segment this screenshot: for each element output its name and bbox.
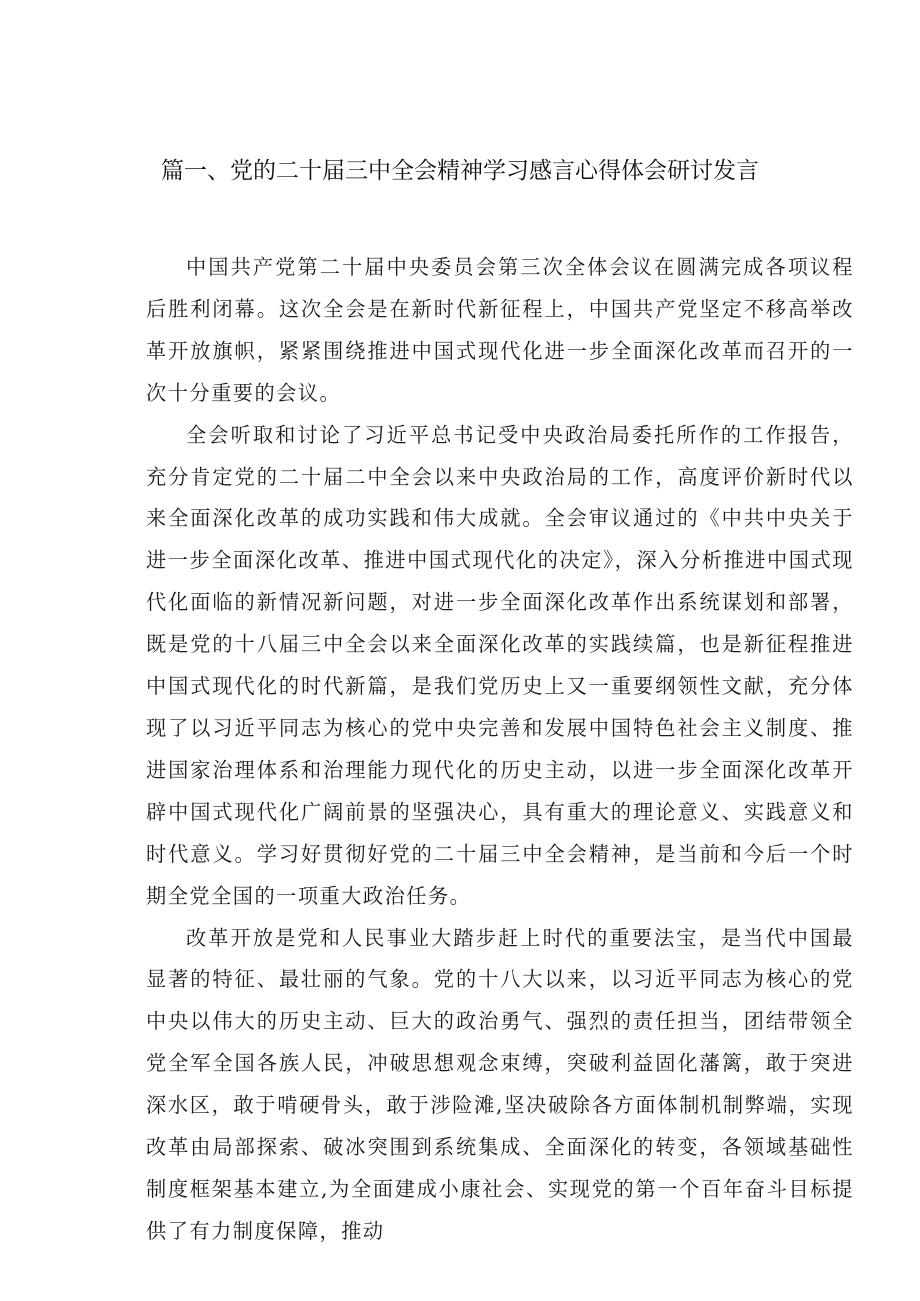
- paragraph-2: 全会听取和讨论了习近平总书记受中央政治局委托所作的工作报告，充分肯定党的二十届二中全会以来中央政治局的工作，高度评价新时代以来全面深化改革的成功实践和伟大成就。全会审议通过的《中共中央关于进一步全面深化改革、推进中国式现代化的决定》，深入分析推进中国式现代化面临的新情况新问题，对进一步全面深化改革作出系统谋划和部署，既是党的十八届三中全会以来全面深化改革的实践续篇，也是新征程推进中国式现代化的时代新篇，是我们党历史上又一重要纲领性文献，充分体现了以习近平同志为核心的党中央完善和发展中国特色社会主义制度、推进国家治理体系和治理能力现代化的历史主动，以进一步全面深化改革开辟中国式现代化广阔前景的坚强决心，具有重大的理论意义、实践意义和时代意义。学习好贯彻好党的二十届三中全会精神，是当前和今后一个时期全党全国的一项重大政治任务。: [146, 422, 854, 908]
- document-title: 篇一、党的二十届三中全会精神学习感言心得体会研讨发言: [161, 158, 759, 184]
- paragraph-1: 中国共产党第二十届中央委员会第三次全体会议在圆满完成各项议程后胜利闭幕。这次全会是在新时代新征程上，中国共产党坚定不移高举改革开放旗帜，紧紧围绕推进中国式现代化进一步全面深化改革而召开的一次十分重要的会议。: [146, 255, 854, 405]
- paragraph-3: 改革开放是党和人民事业大踏步赶上时代的重要法宝，是当代中国最显著的特征、最壮丽的气象。党的十八大以来，以习近平同志为核心的党中央以伟大的历史主动、巨大的政治勇气、强烈的责任担当，团结带领全党全军全国各族人民，冲破思想观念束缚，突破利益固化藩篱，敢于突进深水区，敢于啃硬骨头，敢于涉险滩,坚决破除各方面体制机制弊端，实现改革由局部探索、破冰突围到系统集成、全面深化的转变，各领域基础性制度框架基本建立,为全面建成小康社会、实现党的第一个百年奋斗目标提供了有力制度保障，推动: [146, 925, 854, 1243]
- document-body: [146, 247, 854, 1253]
